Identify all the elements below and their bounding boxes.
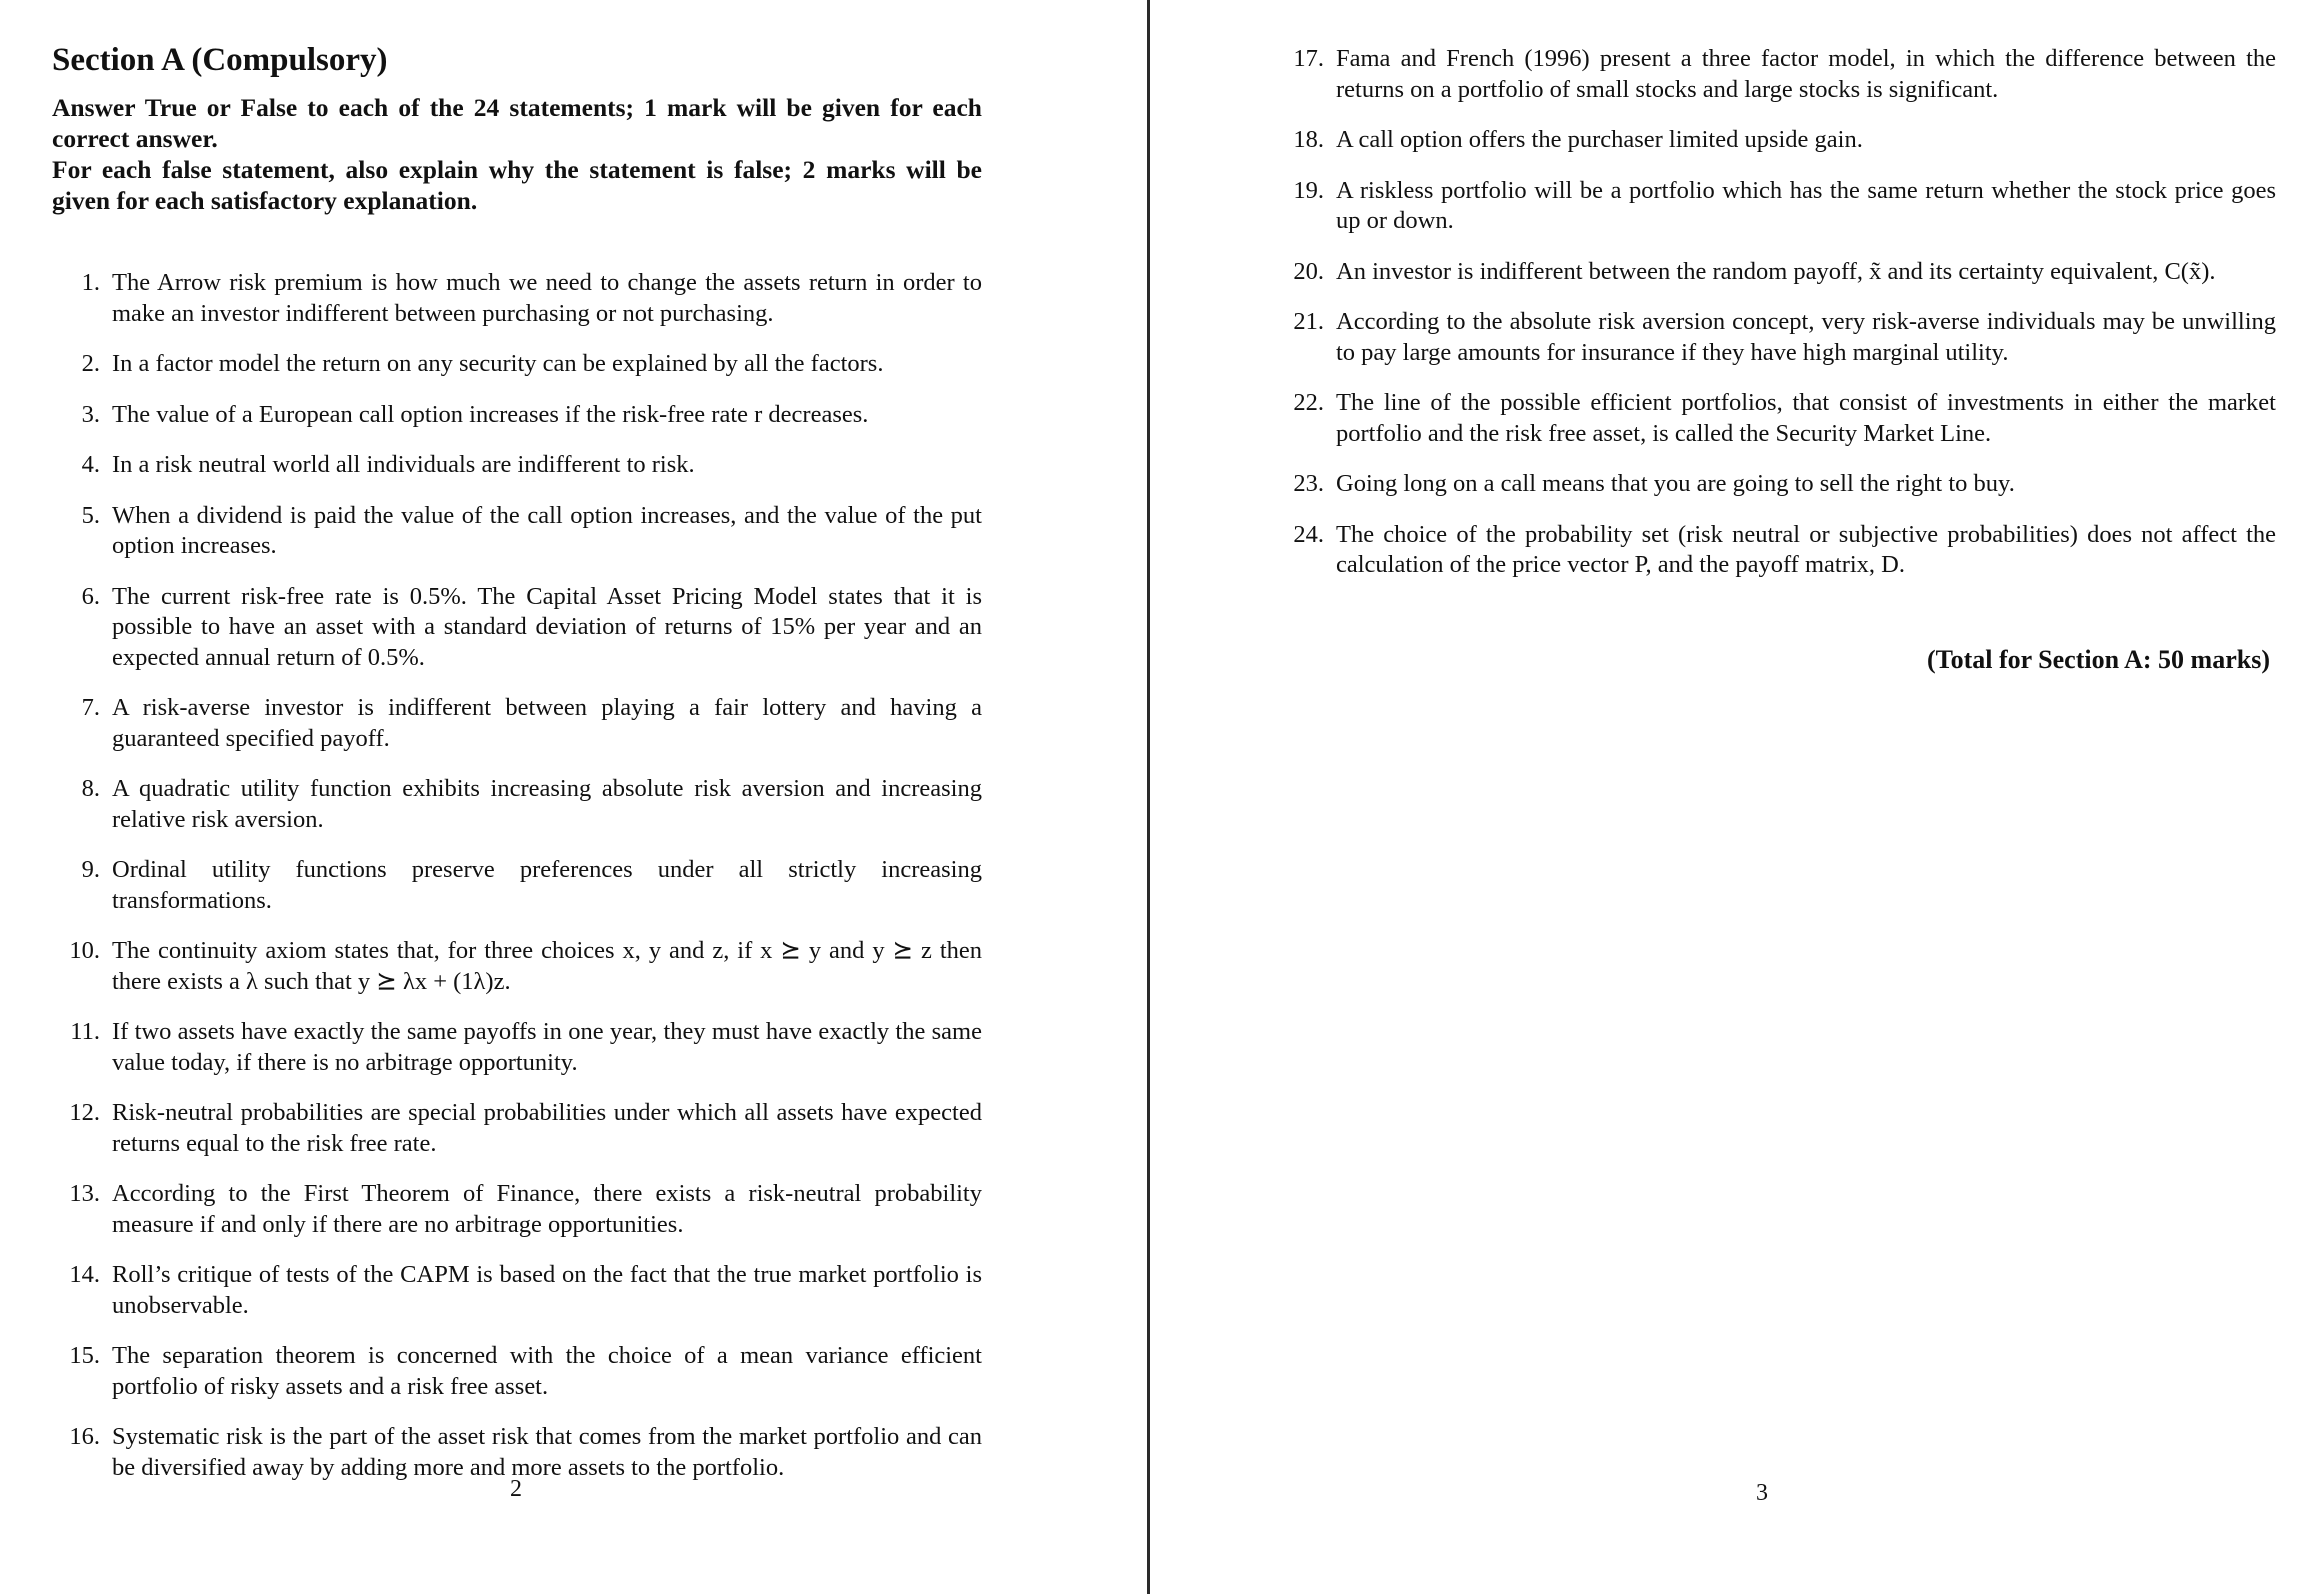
question-number: 14. [69, 1261, 100, 1288]
instruction-marking: Answer True or False to each of the 24 statements; 1 mark will be given for each correct answer. [52, 93, 982, 153]
question-text: Roll’s critique of tests of the CAPM is based on the fact that the true market portfolio is unobservable. [112, 1261, 982, 1319]
question-number: 1. [81, 269, 100, 296]
question-item [1276, 388, 2276, 449]
question-number: 13. [69, 1180, 100, 1207]
question-text: Going long on a call means that you are going to sell the right to buy. [1336, 470, 2015, 497]
question-item [52, 1098, 982, 1159]
question-number: 20. [1293, 257, 1324, 285]
page-number-left: 2 [510, 1476, 522, 1502]
question-number: 2. [81, 350, 100, 377]
question-list-right [1276, 44, 2276, 601]
question-item [52, 268, 982, 329]
question-text: The value of a European call option increases if the risk-free rate r decreases. [112, 400, 869, 428]
instruction-explanation: For each false statement, also explain why the statement is false; 2 marks will be given for each satisfactory explanation. [52, 155, 982, 215]
question-item [52, 349, 982, 380]
question-number: 23. [1293, 470, 1324, 497]
question-item [52, 1260, 982, 1321]
question-number: 7. [81, 694, 100, 721]
question-text: An investor is indifferent between the random payoff, x̃ and its certainty equivalent, C(x̃). [1336, 257, 2216, 285]
question-number: 8. [81, 775, 100, 802]
question-number: 12. [69, 1099, 100, 1126]
question-number: 18. [1293, 126, 1324, 153]
question-text: The Arrow risk premium is how much we need to change the assets return in order to make an investor indifferent between purchasing or not purchasing. [112, 269, 982, 327]
question-list-left [52, 268, 982, 1503]
question-item [52, 582, 982, 674]
question-item [52, 774, 982, 835]
question-text: Ordinal utility functions preserve preferences under all strictly increasing transformations. [112, 856, 982, 914]
question-number: 17. [1293, 45, 1324, 72]
question-number: 4. [81, 451, 100, 478]
question-number: 5. [81, 501, 100, 529]
question-text: A quadratic utility function exhibits increasing absolute risk aversion and increasing relative risk aversion. [112, 775, 982, 833]
right-page [1150, 0, 2324, 1594]
question-item [1276, 469, 2276, 500]
question-text: In a factor model the return on any security can be explained by all the factors. [112, 350, 884, 377]
question-text: Risk-neutral probabilities are special probabilities under which all assets have expected returns equal to the risk free rate. [112, 1099, 982, 1157]
question-text: Systematic risk is the part of the asset risk that comes from the market portfolio and can be diversified away by adding more and more assets to the portfolio. [112, 1423, 982, 1481]
question-text: The choice of the probability set (risk neutral or subjective probabilities) does not affect the calculation of the price vector P, and the payoff matrix, D. [1336, 520, 2276, 578]
question-item [52, 1341, 982, 1402]
left-page [0, 0, 1147, 1594]
question-number: 3. [81, 400, 100, 428]
question-item [1276, 307, 2276, 368]
question-number: 11. [70, 1018, 100, 1045]
question-text: The line of the possible efficient portfolios, that consist of investments in either the market portfolio and the risk free asset, is called the Security Market Line. [1336, 389, 2276, 447]
question-item [52, 400, 982, 431]
question-number: 15. [69, 1342, 100, 1369]
question-item [1276, 44, 2276, 105]
question-number: 9. [81, 856, 100, 883]
question-text: A riskless portfolio will be a portfolio which has the same return whether the stock price goes up or down. [1336, 176, 2276, 234]
question-number: 24. [1293, 520, 1324, 548]
question-number: 22. [1293, 389, 1324, 416]
question-text: According to the absolute risk aversion concept, very risk-averse individuals may be unwilling to pay large amounts for insurance if they have high marginal utility. [1336, 308, 2276, 366]
question-text: When a dividend is paid the value of the call option increases, and the value of the put option increases. [112, 501, 982, 559]
question-item [1276, 520, 2276, 581]
question-number: 19. [1293, 176, 1324, 204]
question-item [52, 693, 982, 754]
question-text: Fama and French (1996) present a three factor model, in which the difference between the returns on a portfolio of small stocks and large stocks is significant. [1336, 45, 2276, 103]
section-title: Section A (Compulsory) [52, 42, 388, 78]
question-item [52, 450, 982, 481]
instructions [52, 92, 982, 216]
question-item [1276, 257, 2276, 288]
question-text: The continuity axiom states that, for three choices x, y and z, if x ⪰ y and y ⪰ z then there exists a λ such that y ⪰ λx + (1λ)z. [112, 937, 982, 995]
question-number: 10. [69, 937, 100, 964]
question-item [52, 1179, 982, 1240]
question-item [52, 501, 982, 562]
question-text: According to the First Theorem of Finance, there exists a risk-neutral probability measure if and only if there are no arbitrage opportunities. [112, 1180, 982, 1238]
question-number: 6. [81, 582, 100, 610]
page-number-right: 3 [1756, 1480, 1768, 1506]
question-text: A call option offers the purchaser limited upside gain. [1336, 126, 1863, 153]
question-text: The current risk-free rate is 0.5%. The Capital Asset Pricing Model states that it is possible to have an asset with a standard deviation of returns of 15% per year and an expected annual return of 0.5%. [112, 582, 982, 671]
question-text: In a risk neutral world all individuals are indifferent to risk. [112, 451, 695, 478]
question-number: 16. [69, 1423, 100, 1450]
question-item [1276, 176, 2276, 237]
question-text: The separation theorem is concerned with the choice of a mean variance efficient portfolio of risky assets and a risk free asset. [112, 1342, 982, 1400]
question-text: A risk-averse investor is indifferent between playing a fair lottery and having a guaranteed specified payoff. [112, 694, 982, 752]
question-item [1276, 125, 2276, 156]
question-item [52, 855, 982, 916]
question-item [52, 1017, 982, 1078]
question-number: 21. [1293, 308, 1324, 335]
question-item [52, 936, 982, 997]
question-text: If two assets have exactly the same payoffs in one year, they must have exactly the same value today, if there is no arbitrage opportunity. [112, 1018, 982, 1076]
section-total-marks: (Total for Section A: 50 marks) [1926, 645, 2270, 674]
